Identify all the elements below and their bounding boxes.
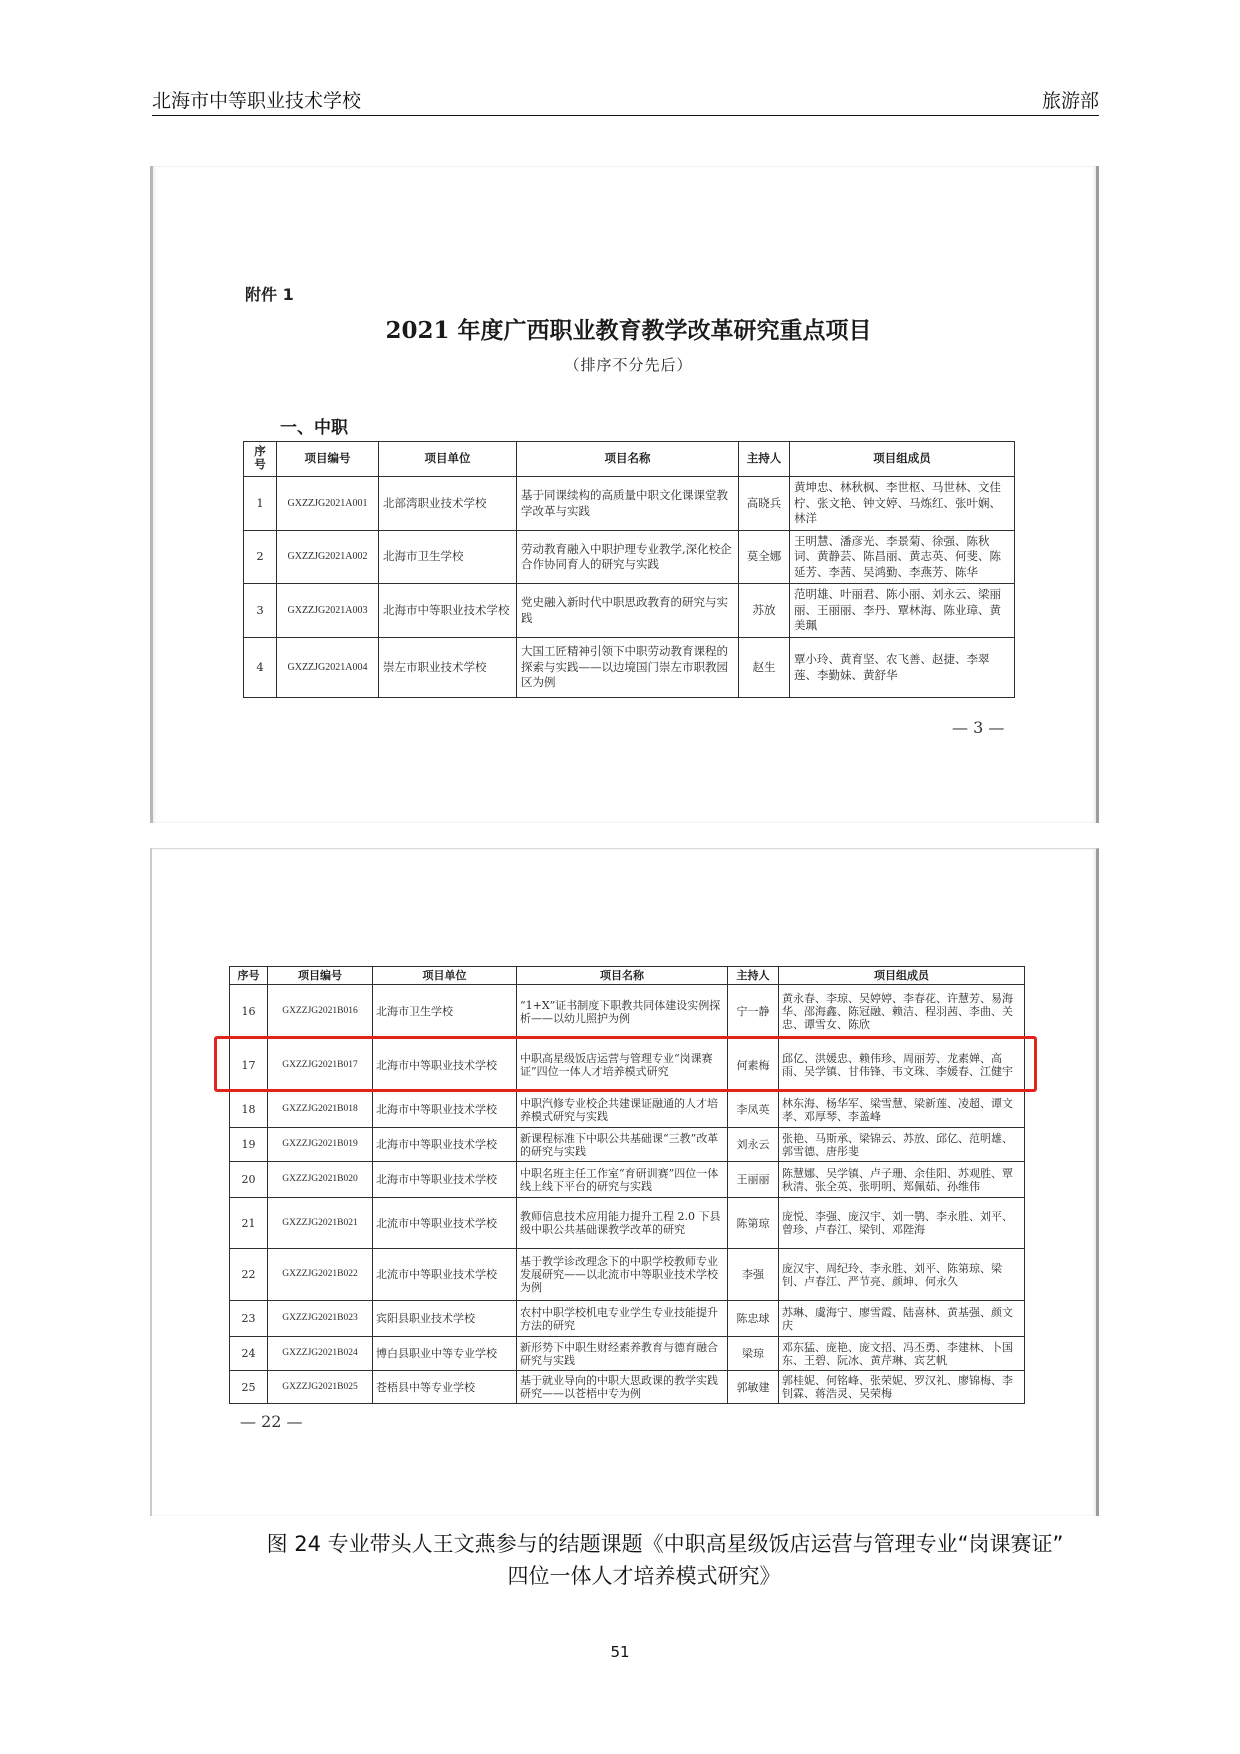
project-number-cell: 1 (244, 477, 277, 531)
project-host-cell: 苏放 (739, 584, 790, 638)
project-number-cell: 25 (230, 1371, 268, 1404)
project-name-cell: 新形势下中职生财经素养教育与德育融合研究与实践 (517, 1337, 728, 1371)
project-unit-cell: 北海市卫生学校 (373, 985, 517, 1039)
project-host-cell: 梁琼 (728, 1337, 779, 1371)
table-row (230, 1162, 1025, 1198)
project-members-cell: 庞汉宇、周纪玲、李永胜、刘平、陈第琼、梁钊、卢春江、严节亮、颜坤、何永久 (779, 1249, 1025, 1301)
scan-page-number: — 22 — (240, 1412, 303, 1431)
project-members-cell: 苏琳、虞海宁、廖雪霞、陆喜林、黄基强、颜文庆 (779, 1301, 1025, 1337)
table-body (244, 477, 1015, 698)
projects-table (243, 441, 1015, 698)
page-number: 51 (610, 1643, 630, 1661)
project-unit-cell: 宾阳县职业技术学校 (373, 1301, 517, 1337)
column-header-number (244, 442, 277, 477)
column-header-unit: 项目单位 (373, 967, 517, 985)
project-number-cell: 16 (230, 985, 268, 1039)
project-host-cell: 高晓兵 (739, 477, 790, 531)
project-members-cell: 林东海、杨华军、梁雪慧、梁新莲、凌超、谭文孝、邓厚琴、李盖峰 (779, 1092, 1025, 1128)
project-members-cell: 邱亿、洪媛忠、赖伟珍、周丽芳、龙素婵、高雨、吴学镇、甘伟锋、韦文珠、李媛春、江健宇 (779, 1039, 1025, 1092)
figure-caption-line-2: 四位一体人才培养模式研究》 (507, 1564, 781, 1588)
column-header-number: 序号 (230, 967, 268, 985)
project-host-cell: 王丽丽 (728, 1162, 779, 1198)
table-row (230, 1301, 1025, 1337)
project-unit-cell: 崇左市职业技术学校 (379, 638, 517, 698)
project-code-cell: GXZZJG2021B023 (268, 1301, 373, 1337)
project-unit-cell: 北海市中等职业技术学校 (373, 1039, 517, 1092)
column-header-members: 项目组成员 (790, 442, 1015, 477)
project-host-cell: 宁一静 (728, 985, 779, 1039)
project-number-cell: 2 (244, 531, 277, 584)
project-host-cell: 赵生 (739, 638, 790, 698)
project-host-cell: 何素梅 (728, 1039, 779, 1092)
project-members-cell: 王明慧、潘彦光、李景菊、徐强、陈秋词、黄静芸、陈昌丽、黄志英、何斐、陈延芳、李茜、吴鸿勤、李燕芳、陈华 (790, 531, 1015, 584)
project-host-cell: 李强 (728, 1249, 779, 1301)
project-members-cell: 庞悦、李强、庞汉宇、刘一鹗、李永胜、刘平、曾珍、卢春江、梁钊、邓陛海 (779, 1198, 1025, 1249)
table-row (244, 638, 1015, 698)
project-host-cell: 刘永云 (728, 1128, 779, 1162)
projects-table (229, 966, 1025, 1404)
project-unit-cell: 北海市中等职业技术学校 (373, 1162, 517, 1198)
project-name-cell: 新课程标准下中职公共基础课“三教”改革的研究与实践 (517, 1128, 728, 1162)
project-number-cell: 4 (244, 638, 277, 698)
project-host-cell: 陈第琼 (728, 1198, 779, 1249)
project-name-cell: 劳动教育融入中职护理专业教学,深化校企合作协同育人的研究与实践 (517, 531, 739, 584)
project-code-cell: GXZZJG2021B024 (268, 1337, 373, 1371)
column-header-host: 主持人 (728, 967, 779, 985)
attachment-label: 附件 1 (245, 285, 294, 304)
project-members-cell: 黄永春、李琼、吴婷婷、李春花、许慧芳、易海华、邵海鑫、陈冠融、赖洁、程羽茜、李曲、关忠、谭雪女、陈欣 (779, 985, 1025, 1039)
table-row (230, 985, 1025, 1039)
table-header-row (230, 967, 1025, 985)
table-row (230, 1337, 1025, 1371)
project-code-cell: GXZZJG2021A003 (277, 584, 379, 638)
column-header-name: 项目名称 (517, 442, 739, 477)
project-unit-cell: 北海市中等职业技术学校 (373, 1128, 517, 1162)
project-code-cell: GXZZJG2021B019 (268, 1128, 373, 1162)
project-name-cell: 基于教学诊改理念下的中职学校教师专业发展研究——以北流市中等职业技术学校为例 (517, 1249, 728, 1301)
project-code-cell: GXZZJG2021B020 (268, 1162, 373, 1198)
project-name-cell: 中职名班主任工作室“育研训赛”四位一体线上线下平台的研究与实践 (517, 1162, 728, 1198)
project-name-cell: 中职高星级饭店运营与管理专业“岗课赛证”四位一体人才培养模式研究 (517, 1039, 728, 1092)
project-code-cell: GXZZJG2021A001 (277, 477, 379, 531)
column-header-number-label: 序号 (254, 444, 266, 472)
project-members-cell: 郭桂妮、何铭峰、张荣妮、罗汉礼、廖锦梅、李钊霖、蒋浩灵、吴荣梅 (779, 1371, 1025, 1404)
project-number-cell: 17 (230, 1039, 268, 1092)
project-code-cell: GXZZJG2021B018 (268, 1092, 373, 1128)
project-name-cell: 农村中职学校机电专业学生专业技能提升方法的研究 (517, 1301, 728, 1337)
project-host-cell: 郭敏建 (728, 1371, 779, 1404)
column-header-host: 主持人 (739, 442, 790, 477)
project-name-cell: 基于同课续构的高质量中职文化课课堂教学改革与实践 (517, 477, 739, 531)
project-unit-cell: 博白县职业中等专业学校 (373, 1337, 517, 1371)
project-host-cell: 陈忠球 (728, 1301, 779, 1337)
header-divider (152, 115, 1099, 116)
project-members-cell: 邓东猛、庞艳、庞文招、冯丕勇、李建林、卜国东、王碧、阮冰、黄芹琳、宾艺帆 (779, 1337, 1025, 1371)
table-body (230, 985, 1025, 1404)
project-unit-cell: 北海市中等职业技术学校 (373, 1092, 517, 1128)
figure-caption-line-1: 图 24 专业带头人王文燕参与的结题课题《中职高星级饭店运营与管理专业“岗课赛证” (266, 1532, 1064, 1556)
project-number-cell: 20 (230, 1162, 268, 1198)
project-number-cell: 19 (230, 1128, 268, 1162)
table-row (244, 531, 1015, 584)
table-row (230, 1039, 1025, 1092)
project-members-cell: 张艳、马斯承、梁锦云、苏放、邱亿、范明雄、郭雪德、唐彤斐 (779, 1128, 1025, 1162)
project-name-cell: 基于就业导向的中职大思政课的教学实践研究——以苍梧中专为例 (517, 1371, 728, 1404)
scanned-document-page-3 (150, 166, 1099, 823)
project-unit-cell: 北流市中等职业技术学校 (373, 1249, 517, 1301)
project-name-cell: 大国工匠精神引领下中职劳动教育课程的探索与实践——以边境国门崇左市职教园区为例 (517, 638, 739, 698)
table-row (230, 1249, 1025, 1301)
project-number-cell: 3 (244, 584, 277, 638)
scanned-document-page-22 (150, 848, 1099, 1516)
project-members-cell: 陈慧娜、吴学镇、卢子珊、余佳阳、苏观胜、覃秋清、张全英、张明明、郑佩茹、孙维伟 (779, 1162, 1025, 1198)
project-unit-cell: 北部湾职业技术学校 (379, 477, 517, 531)
table-row (244, 477, 1015, 531)
document-subtitle: （排序不分先后） (564, 356, 693, 374)
project-number-cell: 21 (230, 1198, 268, 1249)
table-row (244, 584, 1015, 638)
project-unit-cell: 苍梧县中等专业学校 (373, 1371, 517, 1404)
project-number-cell: 18 (230, 1092, 268, 1128)
project-code-cell: GXZZJG2021A004 (277, 638, 379, 698)
table-row (230, 1371, 1025, 1404)
project-name-cell: 教师信息技术应用能力提升工程 2.0 下县级中职公共基础课教学改革的研究 (517, 1198, 728, 1249)
project-unit-cell: 北海市卫生学校 (379, 531, 517, 584)
column-header-code: 项目编号 (277, 442, 379, 477)
project-unit-cell: 北流市中等职业技术学校 (373, 1198, 517, 1249)
header-school-name: 北海市中等职业技术学校 (152, 90, 362, 112)
project-members-cell: 黄坤忠、林秋枫、李世枢、马世林、文佳柠、张文艳、钟文婷、马炼红、张叶娴、林洋 (790, 477, 1015, 531)
project-code-cell: GXZZJG2021B016 (268, 985, 373, 1039)
table-row (230, 1128, 1025, 1162)
project-members-cell: 范明雄、叶丽君、陈小丽、刘永云、梁丽丽、王丽丽、李丹、覃林海、陈业璋、黄美珮 (790, 584, 1015, 638)
column-header-code: 项目编号 (268, 967, 373, 985)
project-code-cell: GXZZJG2021B021 (268, 1198, 373, 1249)
project-code-cell: GXZZJG2021A002 (277, 531, 379, 584)
table-header-row (244, 442, 1015, 477)
column-header-name: 项目名称 (517, 967, 728, 985)
project-code-cell: GXZZJG2021B017 (268, 1039, 373, 1092)
project-host-cell: 莫全娜 (739, 531, 790, 584)
column-header-unit: 项目单位 (379, 442, 517, 477)
project-number-cell: 23 (230, 1301, 268, 1337)
scan-page-number: — 3 — (952, 718, 1005, 737)
project-members-cell: 覃小玲、黄育坚、农飞善、赵捷、李翠莲、李勤妹、黄舒华 (790, 638, 1015, 698)
project-code-cell: GXZZJG2021B022 (268, 1249, 373, 1301)
project-name-cell: “1+X”证书制度下职教共同体建设实例探析——以幼儿照护为例 (517, 985, 728, 1039)
project-number-cell: 22 (230, 1249, 268, 1301)
project-host-cell: 李凤英 (728, 1092, 779, 1128)
section-heading: 一、中职 (280, 418, 348, 438)
document-title: 2021 年度广西职业教育教学改革研究重点项目 (385, 317, 872, 344)
table-row (230, 1198, 1025, 1249)
project-name-cell: 中职汽修专业校企共建课证融通的人才培养模式研究与实践 (517, 1092, 728, 1128)
header-department: 旅游部 (1041, 90, 1099, 112)
project-number-cell: 24 (230, 1337, 268, 1371)
project-code-cell: GXZZJG2021B025 (268, 1371, 373, 1404)
project-unit-cell: 北海市中等职业技术学校 (379, 584, 517, 638)
project-name-cell: 党史融入新时代中职思政教育的研究与实践 (517, 584, 739, 638)
column-header-members: 项目组成员 (779, 967, 1025, 985)
table-row (230, 1092, 1025, 1128)
